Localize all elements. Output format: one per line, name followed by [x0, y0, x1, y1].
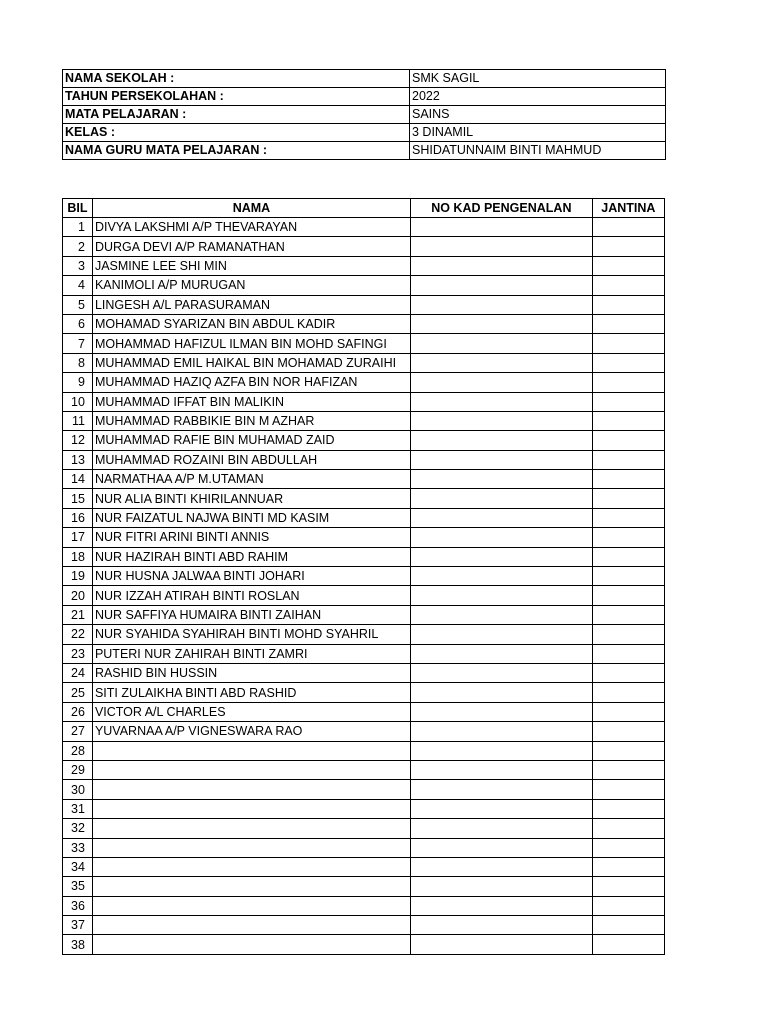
cell-nama[interactable]: NARMATHAA A/P M.UTAMAN [92, 470, 410, 489]
cell-jantina[interactable] [592, 896, 664, 915]
cell-jantina[interactable] [592, 237, 664, 256]
cell-ic[interactable] [410, 314, 592, 333]
header-row [63, 199, 665, 218]
cell-bil: 31 [63, 799, 93, 818]
cell-nama[interactable]: NUR HAZIRAH BINTI ABD RAHIM [92, 547, 410, 566]
table-row [63, 353, 665, 372]
table-row [63, 334, 665, 353]
cell-jantina[interactable] [592, 819, 664, 838]
header-ic: NO KAD PENGENALAN [410, 199, 592, 218]
cell-jantina[interactable] [592, 663, 664, 682]
cell-nama[interactable] [92, 741, 410, 760]
cell-bil: 36 [63, 896, 93, 915]
cell-jantina[interactable] [592, 295, 664, 314]
cell-bil: 7 [63, 334, 93, 353]
cell-nama[interactable]: MUHAMMAD RAFIE BIN MUHAMAD ZAID [92, 431, 410, 450]
cell-jantina[interactable] [592, 916, 664, 935]
cell-nama[interactable]: MUHAMMAD ROZAINI BIN ABDULLAH [92, 450, 410, 469]
cell-ic[interactable] [410, 470, 592, 489]
cell-nama[interactable]: MOHAMMAD HAFIZUL ILMAN BIN MOHD SAFINGI [92, 334, 410, 353]
cell-ic[interactable] [410, 799, 592, 818]
cell-ic[interactable] [410, 256, 592, 275]
info-row [63, 124, 666, 142]
cell-bil: 20 [63, 586, 93, 605]
cell-nama[interactable]: NUR SAFFIYA HUMAIRA BINTI ZAIHAN [92, 605, 410, 624]
table-row [63, 644, 665, 663]
cell-ic[interactable] [410, 683, 592, 702]
cell-nama[interactable]: DIVYA LAKSHMI A/P THEVARAYAN [92, 218, 410, 237]
table-row [63, 295, 665, 314]
table-row [63, 683, 665, 702]
cell-bil: 17 [63, 528, 93, 547]
table-row [63, 314, 665, 333]
cell-nama[interactable]: KANIMOLI A/P MURUGAN [92, 276, 410, 295]
cell-bil: 30 [63, 780, 93, 799]
cell-bil: 9 [63, 373, 93, 392]
cell-bil: 15 [63, 489, 93, 508]
table-row [63, 935, 665, 954]
cell-ic[interactable] [410, 916, 592, 935]
cell-ic[interactable] [410, 547, 592, 566]
cell-jantina[interactable] [592, 373, 664, 392]
cell-ic[interactable] [410, 528, 592, 547]
table-row [63, 276, 665, 295]
cell-bil: 29 [63, 760, 93, 779]
cell-jantina[interactable] [592, 683, 664, 702]
cell-bil: 14 [63, 470, 93, 489]
cell-jantina[interactable] [592, 586, 664, 605]
table-row [63, 838, 665, 857]
cell-ic[interactable] [410, 760, 592, 779]
cell-nama[interactable] [92, 935, 410, 954]
cell-bil: 19 [63, 567, 93, 586]
table-row [63, 411, 665, 430]
info-value[interactable]: SMK SAGIL [410, 70, 666, 88]
cell-nama[interactable]: NUR SYAHIDA SYAHIRAH BINTI MOHD SYAHRIL [92, 625, 410, 644]
cell-ic[interactable] [410, 567, 592, 586]
table-row [63, 489, 665, 508]
info-value[interactable]: 2022 [410, 88, 666, 106]
info-label: NAMA SEKOLAH : [63, 70, 410, 88]
table-row [63, 256, 665, 275]
student-list-body [63, 218, 665, 955]
cell-bil: 25 [63, 683, 93, 702]
cell-jantina[interactable] [592, 218, 664, 237]
cell-bil: 5 [63, 295, 93, 314]
cell-nama[interactable]: MUHAMMAD RABBIKIE BIN M AZHAR [92, 411, 410, 430]
table-row [63, 702, 665, 721]
cell-ic[interactable] [410, 237, 592, 256]
cell-nama[interactable]: MUHAMMAD IFFAT BIN MALIKIN [92, 392, 410, 411]
table-row [63, 547, 665, 566]
cell-jantina[interactable] [592, 935, 664, 954]
cell-ic[interactable] [410, 605, 592, 624]
cell-bil: 3 [63, 256, 93, 275]
cell-nama[interactable] [92, 838, 410, 857]
info-row [63, 142, 666, 160]
cell-ic[interactable] [410, 857, 592, 876]
table-row [63, 916, 665, 935]
table-row [63, 431, 665, 450]
info-label: NAMA GURU MATA PELAJARAN : [63, 142, 410, 160]
cell-jantina[interactable] [592, 276, 664, 295]
cell-nama[interactable]: DURGA DEVI A/P RAMANATHAN [92, 237, 410, 256]
cell-jantina[interactable] [592, 605, 664, 624]
header-jantina: JANTINA [592, 199, 664, 218]
table-row [63, 799, 665, 818]
cell-bil: 11 [63, 411, 93, 430]
cell-jantina[interactable] [592, 741, 664, 760]
cell-jantina[interactable] [592, 508, 664, 527]
cell-nama[interactable] [92, 877, 410, 896]
info-label: TAHUN PERSEKOLAHAN : [63, 88, 410, 106]
cell-jantina[interactable] [592, 567, 664, 586]
cell-nama[interactable] [92, 916, 410, 935]
cell-nama[interactable]: LINGESH A/L PARASURAMAN [92, 295, 410, 314]
school-info-table [62, 69, 666, 160]
cell-ic[interactable] [410, 702, 592, 721]
cell-jantina[interactable] [592, 392, 664, 411]
cell-bil: 6 [63, 314, 93, 333]
cell-nama[interactable] [92, 760, 410, 779]
cell-bil: 32 [63, 819, 93, 838]
header-nama: NAMA [92, 199, 410, 218]
table-row [63, 373, 665, 392]
table-row [63, 470, 665, 489]
cell-nama[interactable]: MUHAMMAD HAZIQ AZFA BIN NOR HAFIZAN [92, 373, 410, 392]
cell-ic[interactable] [410, 431, 592, 450]
info-value[interactable]: SAINS [410, 106, 666, 124]
table-row [63, 722, 665, 741]
cell-jantina[interactable] [592, 857, 664, 876]
info-label: MATA PELAJARAN : [63, 106, 410, 124]
table-row [63, 218, 665, 237]
table-row [63, 586, 665, 605]
cell-jantina[interactable] [592, 799, 664, 818]
cell-nama[interactable]: PUTERI NUR ZAHIRAH BINTI ZAMRI [92, 644, 410, 663]
cell-bil: 4 [63, 276, 93, 295]
cell-bil: 27 [63, 722, 93, 741]
cell-ic[interactable] [410, 896, 592, 915]
info-label: KELAS : [63, 124, 410, 142]
cell-jantina[interactable] [592, 489, 664, 508]
cell-jantina[interactable] [592, 528, 664, 547]
cell-ic[interactable] [410, 644, 592, 663]
table-row [63, 857, 665, 876]
table-row [63, 528, 665, 547]
cell-bil: 28 [63, 741, 93, 760]
cell-nama[interactable]: RASHID BIN HUSSIN [92, 663, 410, 682]
info-row [63, 70, 666, 88]
cell-ic[interactable] [410, 450, 592, 469]
table-row [63, 877, 665, 896]
table-row [63, 625, 665, 644]
cell-jantina[interactable] [592, 353, 664, 372]
table-row [63, 741, 665, 760]
cell-bil: 13 [63, 450, 93, 469]
cell-jantina[interactable] [592, 470, 664, 489]
cell-nama[interactable] [92, 896, 410, 915]
cell-jantina[interactable] [592, 450, 664, 469]
cell-ic[interactable] [410, 373, 592, 392]
cell-ic[interactable] [410, 722, 592, 741]
school-info-body [63, 70, 666, 160]
cell-bil: 33 [63, 838, 93, 857]
cell-bil: 26 [63, 702, 93, 721]
cell-ic[interactable] [410, 392, 592, 411]
info-row [63, 88, 666, 106]
cell-nama[interactable] [92, 780, 410, 799]
cell-bil: 23 [63, 644, 93, 663]
cell-jantina[interactable] [592, 877, 664, 896]
table-row [63, 605, 665, 624]
cell-bil: 8 [63, 353, 93, 372]
cell-jantina[interactable] [592, 838, 664, 857]
cell-ic[interactable] [410, 741, 592, 760]
cell-jantina[interactable] [592, 760, 664, 779]
cell-ic[interactable] [410, 353, 592, 372]
cell-nama[interactable]: YUVARNAA A/P VIGNESWARA RAO [92, 722, 410, 741]
cell-nama[interactable]: NUR IZZAH ATIRAH BINTI ROSLAN [92, 586, 410, 605]
cell-bil: 16 [63, 508, 93, 527]
cell-bil: 37 [63, 916, 93, 935]
cell-ic[interactable] [410, 838, 592, 857]
header-bil: BIL [63, 199, 93, 218]
cell-bil: 1 [63, 218, 93, 237]
cell-jantina[interactable] [592, 722, 664, 741]
cell-bil: 24 [63, 663, 93, 682]
cell-bil: 22 [63, 625, 93, 644]
table-row [63, 780, 665, 799]
table-row [63, 567, 665, 586]
cell-jantina[interactable] [592, 702, 664, 721]
cell-bil: 18 [63, 547, 93, 566]
cell-nama[interactable]: NUR ALIA BINTI KHIRILANNUAR [92, 489, 410, 508]
cell-nama[interactable]: MOHAMAD SYARIZAN BIN ABDUL KADIR [92, 314, 410, 333]
table-row [63, 760, 665, 779]
student-list-header [63, 199, 665, 218]
cell-ic[interactable] [410, 877, 592, 896]
cell-jantina[interactable] [592, 431, 664, 450]
cell-nama[interactable]: MUHAMMAD EMIL HAIKAL BIN MOHAMAD ZURAIHI [92, 353, 410, 372]
table-row [63, 896, 665, 915]
table-row [63, 663, 665, 682]
cell-ic[interactable] [410, 625, 592, 644]
cell-ic[interactable] [410, 276, 592, 295]
cell-ic[interactable] [410, 586, 592, 605]
cell-bil: 2 [63, 237, 93, 256]
cell-nama[interactable]: NUR FAIZATUL NAJWA BINTI MD KASIM [92, 508, 410, 527]
cell-ic[interactable] [410, 935, 592, 954]
table-row [63, 819, 665, 838]
cell-nama[interactable] [92, 799, 410, 818]
cell-ic[interactable] [410, 508, 592, 527]
cell-nama[interactable]: NUR FITRI ARINI BINTI ANNIS [92, 528, 410, 547]
cell-ic[interactable] [410, 218, 592, 237]
cell-bil: 34 [63, 857, 93, 876]
cell-bil: 10 [63, 392, 93, 411]
table-row [63, 450, 665, 469]
cell-jantina[interactable] [592, 780, 664, 799]
table-row [63, 237, 665, 256]
info-row [63, 106, 666, 124]
cell-jantina[interactable] [592, 547, 664, 566]
cell-nama[interactable]: NUR HUSNA JALWAA BINTI JOHARI [92, 567, 410, 586]
cell-jantina[interactable] [592, 334, 664, 353]
cell-jantina[interactable] [592, 314, 664, 333]
cell-ic[interactable] [410, 663, 592, 682]
cell-bil: 21 [63, 605, 93, 624]
cell-bil: 38 [63, 935, 93, 954]
cell-ic[interactable] [410, 819, 592, 838]
cell-jantina[interactable] [592, 625, 664, 644]
info-value[interactable]: 3 DINAMIL [410, 124, 666, 142]
cell-ic[interactable] [410, 411, 592, 430]
info-value[interactable]: SHIDATUNNAIM BINTI MAHMUD [410, 142, 666, 160]
cell-nama[interactable]: JASMINE LEE SHI MIN [92, 256, 410, 275]
cell-jantina[interactable] [592, 256, 664, 275]
table-row [63, 392, 665, 411]
cell-nama[interactable]: VICTOR A/L CHARLES [92, 702, 410, 721]
cell-ic[interactable] [410, 334, 592, 353]
cell-jantina[interactable] [592, 644, 664, 663]
cell-jantina[interactable] [592, 411, 664, 430]
cell-ic[interactable] [410, 295, 592, 314]
student-list-table [62, 198, 665, 955]
cell-bil: 35 [63, 877, 93, 896]
cell-bil: 12 [63, 431, 93, 450]
cell-nama[interactable] [92, 857, 410, 876]
cell-ic[interactable] [410, 780, 592, 799]
cell-nama[interactable] [92, 819, 410, 838]
cell-nama[interactable]: SITI ZULAIKHA BINTI ABD RASHID [92, 683, 410, 702]
table-row [63, 508, 665, 527]
cell-ic[interactable] [410, 489, 592, 508]
